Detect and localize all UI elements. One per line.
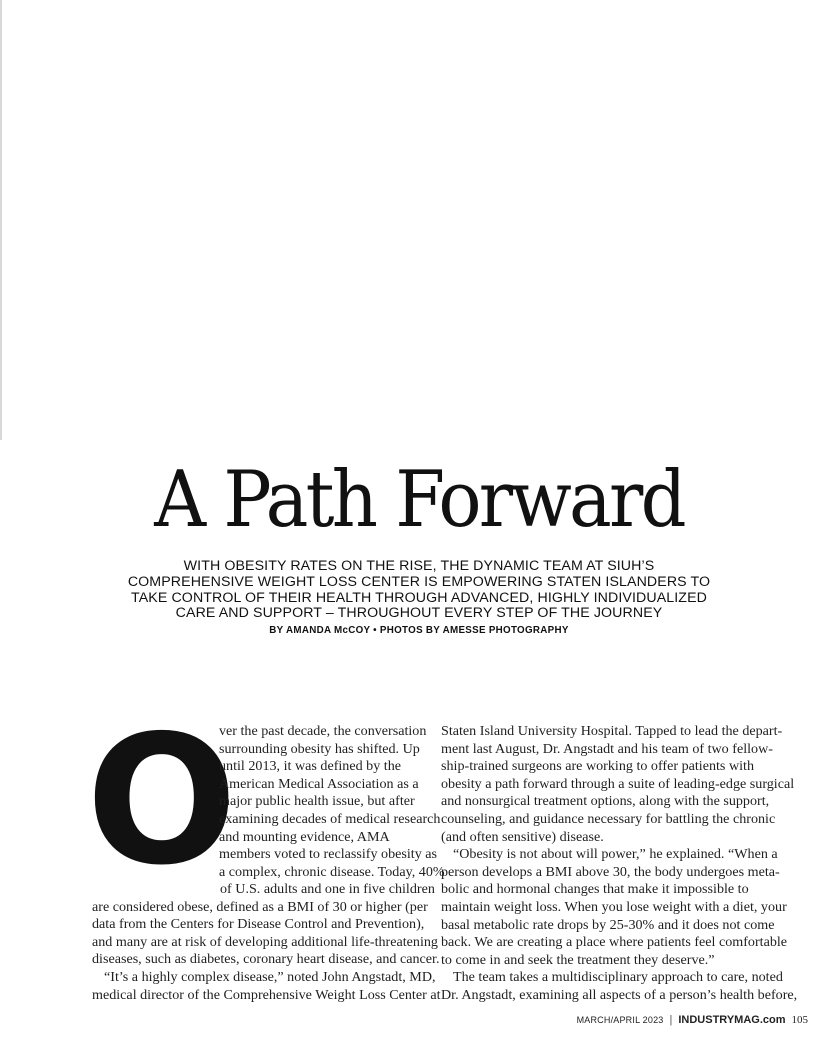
body-text-line: counseling, and guidance necessary for battling the chronic (441, 810, 776, 827)
body-text-line: and many are at risk of developing additional life-threatening (92, 933, 438, 950)
body-column-left (92, 881, 441, 1004)
body-text-line: medical director of the Comprehensive Weight Loss Center at (92, 986, 441, 1003)
body-text-line: and mounting evidence, AMA (219, 828, 390, 845)
page-footer (577, 1014, 808, 1026)
footer-separator: | (669, 1014, 673, 1026)
body-column-right (441, 723, 797, 1005)
deck-line: WITH OBESITY RATES ON THE RISE, THE DYNAMIC TEAM AT SIUH’S (183, 558, 655, 574)
body-text-line: ver the past decade, the conversation (219, 723, 427, 739)
deck-line: TAKE CONTROL OF THEIR HEALTH THROUGH ADVANCED, HIGHLY INDIVIDUALIZED (131, 589, 707, 606)
body-text-line: American Medical Association as a (219, 775, 419, 792)
deck-line: CARE AND SUPPORT – THROUGHOUT EVERY STEP OF THE JOURNEY (175, 605, 663, 622)
body-text-line: back. We are creating a place where patients feel comfortable (441, 934, 788, 951)
article-byline: BY AMANDA McCOY • PHOTOS BY AMESSE PHOTOGRAPHY (269, 625, 569, 636)
body-text-line: “Obesity is not about will power,” he explained. “When a (453, 846, 778, 863)
article-deck (120, 559, 718, 622)
body-text-line: obesity a path forward through a suite of leading-edge surgical (441, 775, 795, 792)
body-text-line: “It’s a highly complex disease,” noted John Angstadt, MD, (104, 968, 436, 985)
body-text-line: to come in and seek the treatment they deserve.” (441, 951, 715, 968)
body-text-line: members voted to reclassify obesity as (219, 846, 438, 863)
body-text-line: major public health issue, but after (219, 793, 415, 810)
body-column-left-wrap (219, 723, 445, 881)
body-text-line: ship-trained surgeons are working to offer patients with (441, 758, 754, 775)
body-text-line: until 2013, it was defined by the (219, 758, 402, 775)
body-text-line: basal metabolic rate drops by 25-30% and it does not come (441, 916, 775, 933)
body-text-line: surrounding obesity has shifted. Up (219, 740, 420, 757)
body-text-line: examining decades of medical research (219, 810, 441, 827)
body-text-line: of U.S. adults and one in five children (220, 881, 435, 897)
page-edge-rule (0, 0, 2, 440)
article-headline: A Path Forward (154, 455, 684, 545)
body-text-line: Dr. Angstadt, examining all aspects of a person’s health before, (441, 986, 798, 1003)
body-text-line: bolic and hormonal changes that make it impossible to (441, 881, 749, 898)
body-text-line: The team takes a multidisciplinary approach to care, noted (453, 969, 783, 986)
body-text-line: diseases, such as diabetes, coronary heart disease, and cancer. (92, 951, 440, 968)
site-url: INDUSTRYMAG.com (678, 1014, 786, 1026)
deck-line: COMPREHENSIVE WEIGHT LOSS CENTER IS EMPOWERING STATEN ISLANDERS TO (127, 573, 711, 590)
body-text-line: Staten Island University Hospital. Tapped to lead the depart- (441, 723, 783, 739)
drop-cap: O (86, 697, 238, 904)
body-text-line: a complex, chronic disease. Today, 40% (219, 863, 445, 880)
body-text-line: data from the Centers for Disease Control and Prevention), (92, 916, 425, 933)
body-text-line: maintain weight loss. When you lose weight with a diet, your (441, 898, 787, 915)
body-text-line: (and often sensitive) disease. (441, 828, 604, 845)
page-number: 105 (791, 1014, 808, 1026)
body-text-line: ment last August, Dr. Angstadt and his team of two fellow- (441, 740, 773, 757)
body-text-line: are considered obese, defined as a BMI of 30 or higher (per (92, 898, 428, 915)
body-text-line: and nonsurgical treatment options, along with the support, (441, 793, 770, 810)
body-text-line: person develops a BMI above 30, the body undergoes meta- (441, 863, 780, 880)
issue-date: MARCH/APRIL 2023 (576, 1015, 664, 1025)
